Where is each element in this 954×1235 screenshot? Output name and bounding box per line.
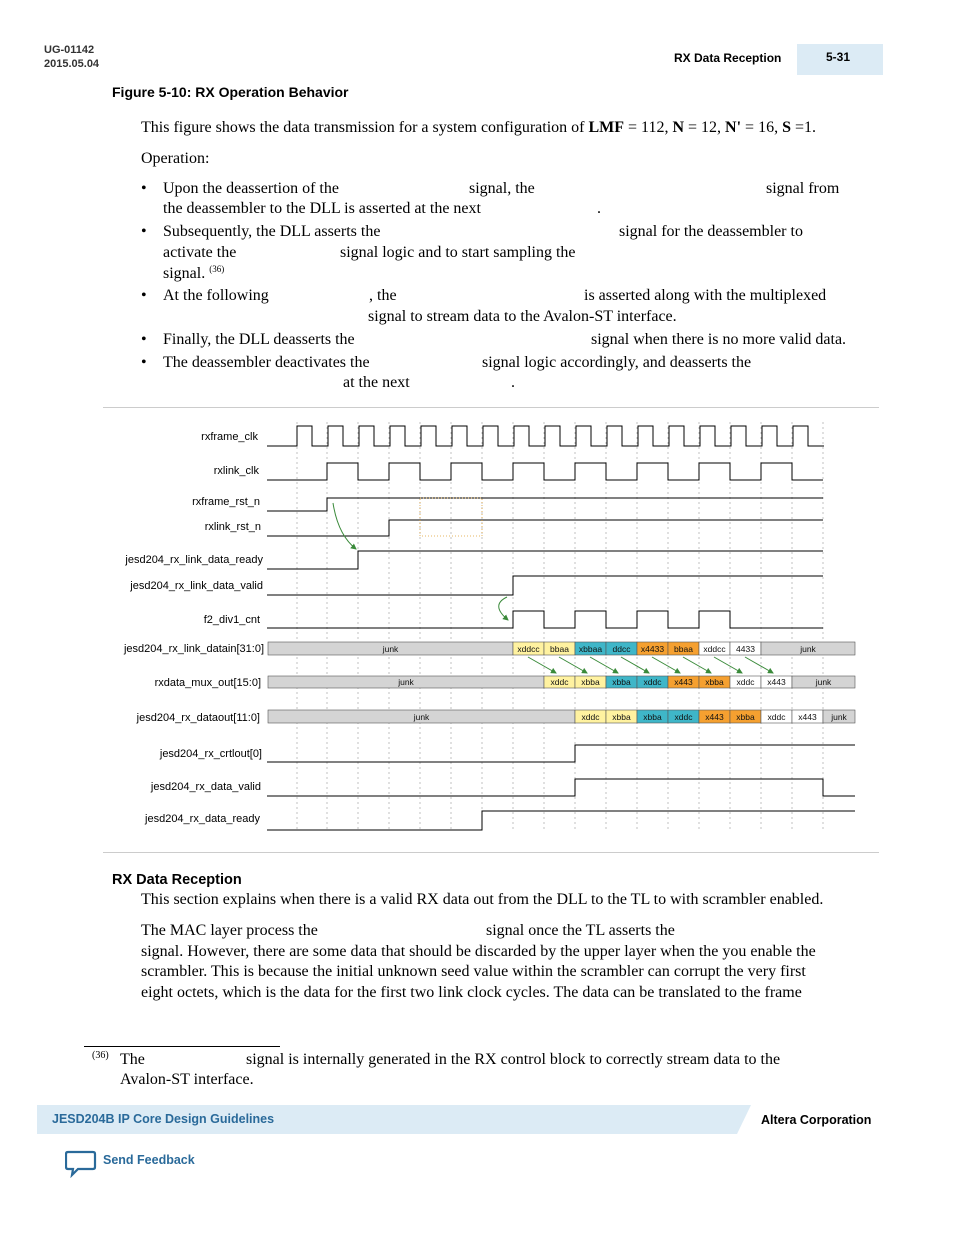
intro-text: This figure shows the data transmission for a system configuration of [141, 119, 589, 136]
operation-label: Operation: [141, 150, 210, 167]
causality-arrow [590, 657, 618, 673]
section-p2-text-c: signal. However, there are some data that should be discarded by the upper layer when the you enable the [141, 943, 816, 960]
doc-number: UG-01142 [44, 44, 95, 56]
lmf-label: LMF [588, 119, 625, 136]
section-title: RX Data Reception [112, 872, 242, 888]
speech-bubble-icon [65, 1150, 97, 1178]
bullet-2-text-c: activate the [163, 244, 237, 261]
bullet-2-text-a: Subsequently, the DLL asserts the [163, 223, 381, 240]
bullet-3-text-d: signal to stream data to the Avalon-ST interface. [368, 308, 677, 325]
signal-label: jesd204_rx_data_ready [145, 813, 260, 825]
mux-bus-label: xbba [581, 677, 600, 687]
signal-label: jesd204_rx_crtlout[0] [159, 748, 262, 760]
bullet-dot: • [141, 354, 147, 371]
figure-bottom-rule [103, 852, 879, 853]
datain-bus-label: ddcc [612, 644, 631, 654]
bullet-dot: • [141, 287, 147, 304]
grid-lines [297, 422, 823, 830]
mux-bus-label: x443 [767, 677, 786, 687]
datain-bus-label: 4433 [736, 644, 755, 654]
causality-arrow [683, 657, 711, 673]
datain-bus-label: x4433 [640, 644, 665, 654]
causality-arrow [528, 657, 556, 673]
n-value: = 12, [684, 119, 726, 136]
header-section-title: RX Data Reception [674, 51, 782, 65]
bullet-5-text-c: at the next [343, 374, 410, 391]
dataout-bus-label: junk [831, 712, 847, 722]
bus-waveforms [268, 642, 855, 723]
mux-bus-label: xddc [643, 677, 662, 687]
causality-arrow [559, 657, 587, 673]
mux-bus-label: xbba [705, 677, 724, 687]
footnote-text-b: signal is internally generated in the RX control block to correctly stream data to the [246, 1051, 781, 1068]
mux-bus-label: xddc [550, 677, 569, 687]
dataout-bus-label: xbba [612, 712, 631, 722]
bullet-1-text-b: signal, the [469, 180, 535, 197]
dataout-bus-label: xddc [767, 712, 786, 722]
footnote-ref: (36) [209, 264, 225, 274]
bullet-dot: • [141, 180, 147, 197]
dataout-bus-label: xbba [736, 712, 755, 722]
n-label: N [672, 119, 685, 136]
datain-bus-label: xddcc [517, 644, 540, 654]
dataout-bus-label: xddc [581, 712, 600, 722]
bullet-2-signal-word: signal. [163, 265, 206, 282]
datain-bus-label: junk [800, 644, 816, 654]
bullet-3-text-c: is asserted along with the multiplexed [584, 287, 827, 304]
bullet-1-text-e: . [597, 200, 601, 217]
bullet-1-text-a: Upon the deassertion of the [163, 180, 339, 197]
rxframe-clk-wave [267, 426, 824, 446]
section-paragraph-1: This section explains when there is a valid RX data out from the DLL to the TL to with scrambler enabled. [141, 891, 824, 908]
bullet-5-text-b: signal logic accordingly, and deasserts the [482, 354, 752, 371]
causality-arrow [745, 657, 773, 673]
dataout-bus-label: xbba [643, 712, 662, 722]
footer-guide-title[interactable]: JESD204B IP Core Design Guidelines [52, 1112, 275, 1126]
np-label: N' [725, 119, 742, 136]
section-p2-text-b: signal once the TL asserts the [486, 922, 675, 939]
rx-data-valid-wave [267, 779, 855, 796]
causality-arrow [499, 597, 508, 620]
mux-bus-label: x443 [674, 677, 693, 687]
signal-label: rxlink_rst_n [204, 521, 261, 533]
send-feedback-link[interactable]: Send Feedback [103, 1153, 195, 1167]
footnote-text-c: Avalon-ST interface. [120, 1071, 254, 1088]
bullet-dot: • [141, 223, 147, 240]
causality-arrow [714, 657, 742, 673]
bullet-3-text-a: At the following [163, 287, 269, 304]
link-data-valid-wave [267, 576, 823, 595]
rx-data-ready-wave [267, 811, 855, 830]
link-data-ready-wave [267, 551, 823, 569]
rxlink-rst-wave [267, 520, 823, 536]
signal-label: jesd204_rx_dataout[11:0] [136, 712, 260, 724]
datain-bus-label: xbbaa [578, 644, 603, 654]
rxframe-rst-wave [267, 498, 823, 511]
mux-bus-label: xbba [612, 677, 631, 687]
footnote-marker: (36) [92, 1050, 109, 1061]
signal-label: rxdata_mux_out[15:0] [154, 677, 261, 689]
bullet-2-text-d: signal logic and to start sampling the [340, 244, 576, 261]
bullet-5-text-d: . [511, 374, 515, 391]
page-number: 5-31 [826, 50, 851, 64]
footnote-rule [84, 1046, 280, 1047]
s-value: =1. [790, 119, 817, 136]
doc-date: 2015.05.04 [44, 58, 100, 70]
datain-bus-label: junk [382, 644, 399, 654]
signal-label: jesd204_rx_link_datain[31:0] [123, 643, 264, 655]
causality-arrow [621, 657, 649, 673]
dataout-bus-label: xddc [674, 712, 693, 722]
bullet-4-text-b: signal when there is no more valid data. [591, 331, 847, 348]
figure-caption: Figure 5-10: RX Operation Behavior [112, 84, 349, 100]
dataout-bus-label: x443 [705, 712, 724, 722]
s-label: S [782, 119, 791, 136]
footnote-text-a: The [120, 1051, 145, 1068]
signal-label: f2_div1_cnt [203, 614, 260, 626]
rx-crtlout-wave [267, 745, 855, 762]
bullet-1-text-c: signal from [766, 180, 840, 197]
signal-label: rxframe_clk [201, 431, 258, 443]
feedback-link[interactable] [65, 1150, 97, 1183]
section-p2-text-d: scrambler. This is because the initial unknown seed value within the scrambler can corrupt the very first [141, 963, 806, 980]
waveforms [267, 426, 855, 830]
rxlink-clk-wave [267, 463, 823, 480]
bullet-5-text-a: The deassembler deactivates the [163, 354, 370, 371]
f2-div1-cnt-wave [267, 611, 823, 628]
dataout-bus-label: junk [413, 712, 430, 722]
bullet-3-text-b: , the [369, 287, 397, 304]
signal-label: jesd204_rx_data_valid [150, 781, 261, 793]
datain-bus-label: xddcc [703, 644, 726, 654]
signal-labels [123, 431, 264, 825]
section-p2-text-e: eight octets, which is the data for the first two link clock cycles. The data can be translated to the frame [141, 984, 802, 1001]
causality-arrow [652, 657, 680, 673]
footer-company: Altera Corporation [761, 1113, 872, 1127]
bullet-dot: • [141, 331, 147, 348]
footer-bar-end [737, 1105, 751, 1134]
bullet-4-text-a: Finally, the DLL deasserts the [163, 331, 355, 348]
signal-label: jesd204_rx_link_data_valid [130, 580, 263, 592]
causality-arrow [333, 503, 356, 549]
signal-label: rxlink_clk [213, 465, 259, 477]
mux-bus-label: junk [398, 677, 414, 687]
mux-bus-label: junk [815, 677, 832, 687]
bullet-2-text-b: signal for the deassembler to [619, 223, 803, 240]
signal-label: rxframe_rst_n [192, 496, 260, 508]
signal-label: jesd204_rx_link_data_ready [125, 554, 263, 566]
section-p2-text-a: The MAC layer process the [141, 922, 318, 939]
np-value: = 16, [741, 119, 783, 136]
mux-bus-label: xddc [736, 677, 755, 687]
bullet-1-text-d: the deassembler to the DLL is asserted at the next [163, 200, 481, 217]
lmf-value: = 112, [624, 119, 673, 136]
datain-bus-label: bbaa [674, 644, 693, 654]
dataout-bus-label: x443 [798, 712, 817, 722]
datain-bus-label: bbaa [550, 644, 569, 654]
